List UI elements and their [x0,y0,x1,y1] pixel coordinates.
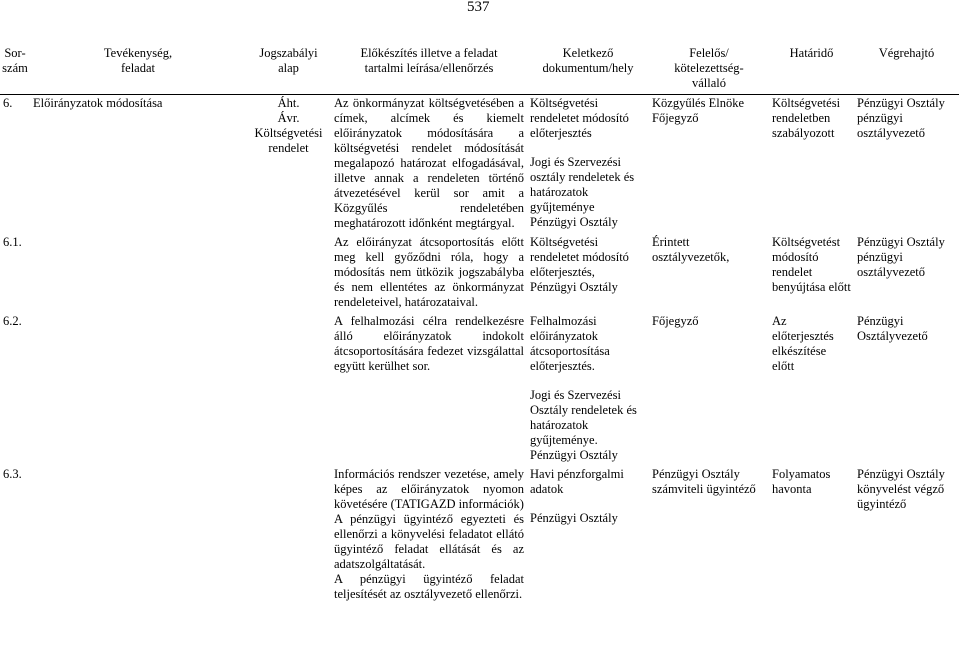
document-cell [527,313,649,466]
executor: Pénzügyi Osztályvezető [857,314,928,343]
activity [30,313,246,466]
description: Az önkormányzat költségvetésében a címek, alcímek és kiemelt előirányzatok módosítására a költségvetési rendelet módosítását megalapozó határozat elfogadásával, illetve annak a rendeleten történő átvezetésével kerül sor amit a Közgyűlés rendeletében meghatározott időnként megtárgyal. [334,96,524,230]
document-item: Jogi és Szervezési Osztály rendeletek és határozatok gyűjteménye. Pénzügyi Osztály [530,388,637,462]
deadline: Folyamatos havonta [772,467,831,496]
header-hatarido: Határidő [769,44,854,95]
legal-basis [246,234,331,313]
deadline: Költségvetési rendeletben szabályozott [772,96,841,140]
activity [30,466,246,605]
document-item: Költségvetési rendeletet módosító előterjesztés [530,96,629,140]
description: A felhalmozási célra rendelkezésre álló előirányzatok indokolt átcsoportosítására fedezet vizsgálattal együtt kerülhet sor. [334,314,524,373]
header-keletkezo-dokumentum: Keletkező dokumentum/hely [527,44,649,95]
row-number: 6.3. [3,467,22,481]
procedure-table [0,44,959,605]
header-row [0,44,959,95]
table-row [0,313,959,466]
header-tevekenyseg: Tevékenység, feladat [30,44,246,95]
deadline: Az előterjesztés elkészítése előtt [772,314,834,373]
legal-basis: Áht. Ávr. Költségvetési rendelet [254,96,323,155]
header-vegrehajto: Végrehajtó [854,44,959,95]
responsible: Pénzügyi Osztály számviteli ügyintéző [652,467,756,496]
header-elokeszites: Előkészítés illetve a feladat tartalmi leírása/ellenőrzés [331,44,527,95]
document-item: Felhalmozási előirányzatok átcsoportosítása előterjesztés. [530,314,610,373]
document-item: Havi pénzforgalmi adatok [530,467,624,496]
header-sorszam: Sor- szám [0,44,30,95]
table-row [0,95,959,235]
header-felelos: Felelős/ kötelezettség- vállaló [649,44,769,95]
responsible: Közgyűlés Elnöke Főjegyző [652,96,744,125]
document-cell [527,466,649,605]
header-jogszabalyi-alap: Jogszabályi alap [246,44,331,95]
responsible: Főjegyző [652,314,699,328]
description: A pénzügyi ügyintéző feladat teljesítését az osztályvezető ellenőrzi. [334,572,524,601]
document-item: Pénzügyi Osztály [530,511,618,525]
legal-basis [246,313,331,466]
executor: Pénzügyi Osztály pénzügyi osztályvezető [857,235,945,279]
document-item: Jogi és Szervezési osztály rendeletek és határozatok gyűjteménye Pénzügyi Osztály [530,155,635,229]
description: Az előirányzat átcsoportosítás előtt meg kell győződni róla, hogy a módosítás nem ütközik jogszabályba és nem ellentétes az önkormányzat rendeleteivel, határozataival. [334,235,524,309]
activity [30,234,246,313]
description: A pénzügyi ügyintéző egyezteti és ellenőrzi a könyvelési feladatot ellátó ügyintéző feladat ellátását és az adatszolgáltatását. [334,512,524,571]
row-number: 6. [3,96,13,110]
activity: Előirányzatok módosítása [33,96,163,110]
page-number: 537 [467,0,490,15]
document-cell [527,95,649,235]
executor: Pénzügyi Osztály könyvelést végző ügyintéző [857,467,945,511]
row-number: 6.1. [3,235,22,249]
table-row [0,466,959,605]
description: Információs rendszer vezetése, amely képes az előirányzatok nyomon követésére (TATIGAZD információk) [334,467,524,511]
document-item: Költségvetési rendeletet módosító előterjesztés, Pénzügyi Osztály [530,235,629,294]
executor: Pénzügyi Osztály pénzügyi osztályvezető [857,96,945,140]
deadline: Költségvetést módosító rendelet benyújtása előtt [772,235,851,294]
responsible: Érintett osztályvezetők, [652,235,730,264]
legal-basis [246,466,331,605]
table-row [0,234,959,313]
description-cell [331,466,527,605]
row-number: 6.2. [3,314,22,328]
